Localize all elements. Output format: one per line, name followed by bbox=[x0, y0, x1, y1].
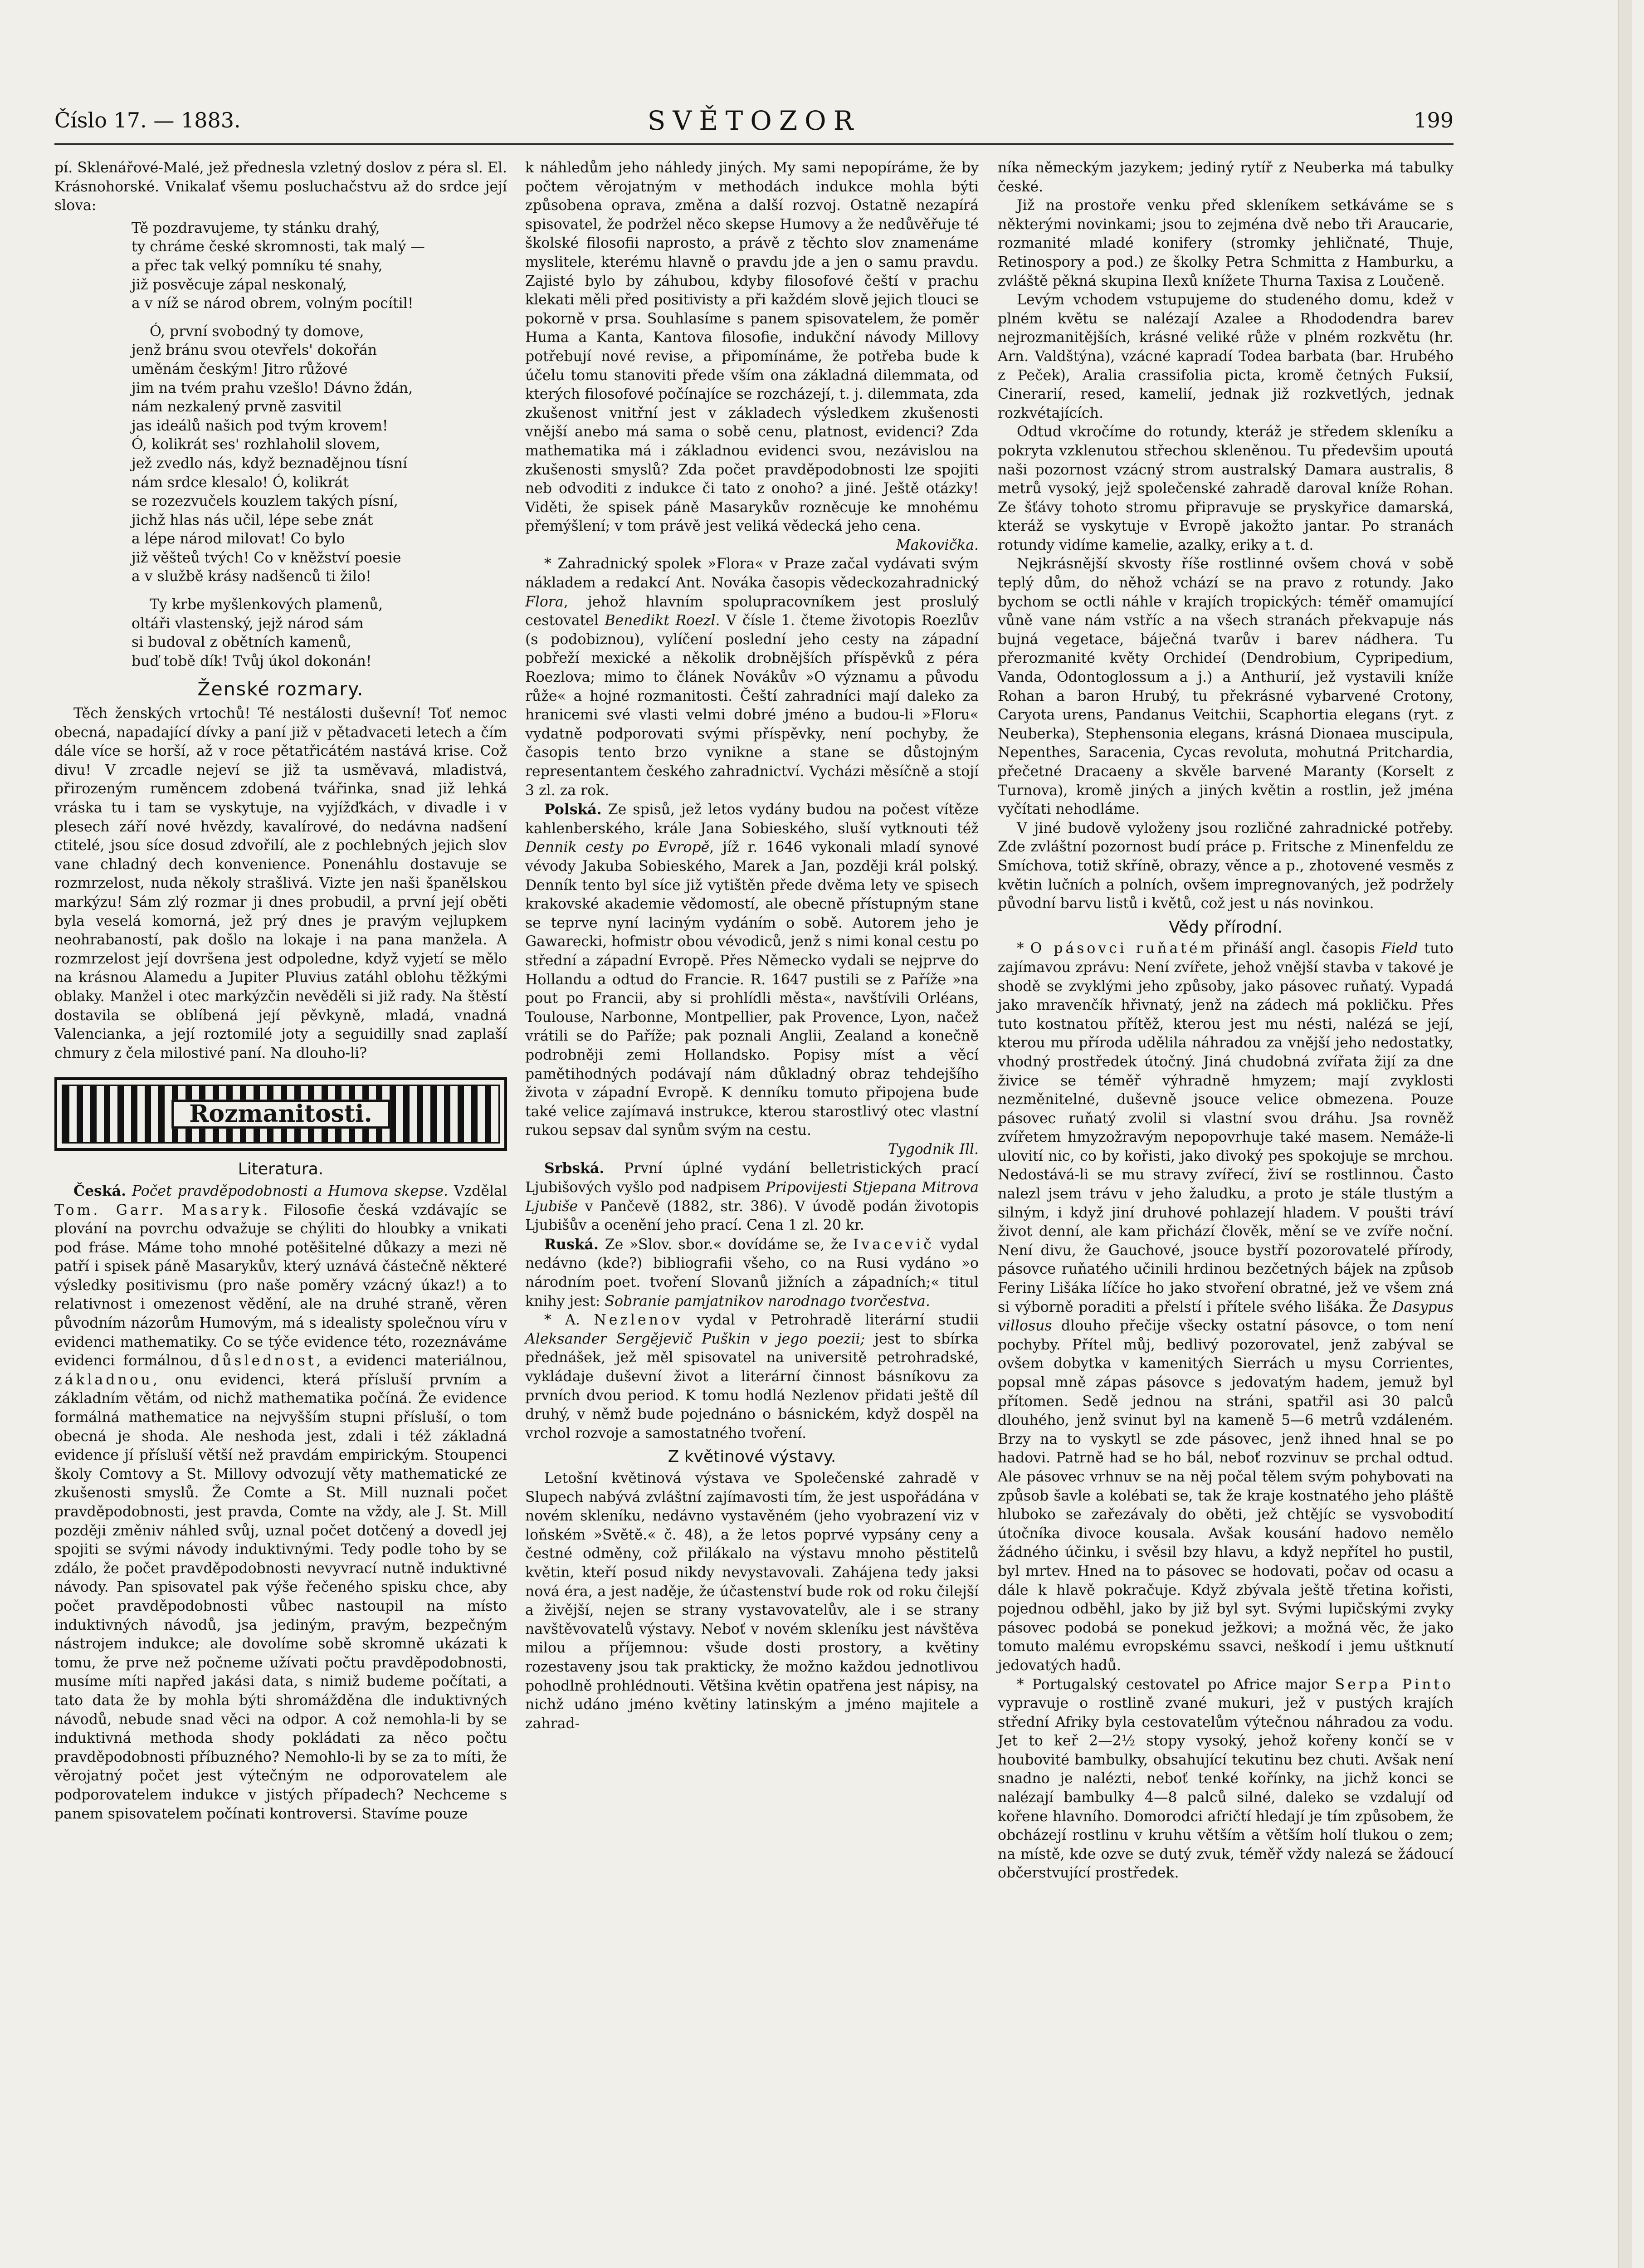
text-run: * bbox=[1017, 940, 1024, 957]
article-paragraph: Levým vchodem vstupujeme do studeného domu, kdež v plném květu se nalézají Azalee a Rhododendra barev nejrozmanitějších, krásné veliké růže v plném rozkvětu (hr. Arn. Valdštýna), vzácné kapradí Todea barbata (bar. Hrubého z Peček), Aralia crassifolia picta, kromě četných Fuksií, Cinerarií, resed, kamelií, jednak již rozkvetlých, jednak rozkvétajících. bbox=[998, 292, 1454, 421]
article-paragraph bbox=[525, 1311, 979, 1443]
poem-line: jichž hlas nás učil, lépe sebe znát bbox=[132, 512, 373, 528]
text-run: vydal v Petrohradě literární studii bbox=[697, 1312, 979, 1329]
text-run: * Portugalský cestovatel po Africe major bbox=[1017, 1676, 1327, 1693]
poem-line: nám srdce klesalo! Ó, kolikrát bbox=[132, 474, 349, 491]
column-1 bbox=[54, 159, 507, 1823]
book-title: Aleksander Sergějevič Puškin v jego poezii; bbox=[525, 1330, 865, 1347]
text-run: v Pančevě (1882, str. 386). V úvodě podán životopis Ljubišův a ocenění jeho prací. Cena 1 zl. 20 kr. bbox=[525, 1198, 979, 1234]
article-paragraph: k náhledům jeho náhledy jiných. My sami nepopíráme, že by počtem věrojatným v methodách indukce mohla býti způsobena oprava, změna a další rozvoj. Ostatně nezapírá spisovatel, že podržel něco skepse Humovy a že nedůvěřuje té školské filosofii naprosto, a právě z těchto slov znamenáme myslitele, kterému hlavně o pravdu jde a jen o samu pravdu. Zajisté bylo by záhubou, kdyby filosofové čeští v prachu klekati měli před positivisty a při každém slově jejich tlouci se pokorně v prsa. Souhlasíme s panem spisovatelem, že poměr Huma a Kanta, Kantova filosofie, indukční návody Millovy potřebují nové revise, a připomínáme, že potřeba bude k účelu tomu stanoviti přede vším ona základná dilemmata, od kterých filosofové počínajíce se rozcházejí, t. j. dilemmata, zda zkušenost vnitřní jest v základech výsledkem zkušenosti vnější anebo má sama o sobě cenu, platnost, evidenci? Zda mathematika má i základnou evidenci svou, nezávislou na zkušenosti smyslů? Zda počet pravděpodobnosti lze spojiti neb odvoditi z indukce či tato z onoho? a jiné. Ještě otázky! Viděti, že spisek páně Masarykův rozněcuje ke mnohému přemýšlení; v tom právě jest veliká vědecká jeho cena. bbox=[525, 160, 979, 535]
subsection-label: Polská. bbox=[544, 801, 602, 818]
page-edge bbox=[1618, 0, 1632, 2268]
text-run: tuto zajímavou zprávu: Není zvířete, jehož vnější stavba v takové je shodě se zvyklými jeho způsoby, jako pásovec ruňatý. Vypadá jako mravenčík hřivnatý, jenž na zádech má pokličku. Přes tuto kostnatou přítěž, kterou jest mu nésti, nalézá se její, kterou mu příroda udělila náhradou za vnější jeho nedostatky, vhodný prostředek útočný. Jiná chudobná zvířata žijí za dne živice se téměř výhradně hmyzem; mají zvyklosti nezměnitelné, duševně jsouce velice obmezena. Pouze pásovec ruňatý zvolil si vlastní svou dráhu. Jsa rovněž zvířetem hmyzožravým nepopovrhuje také masem. Nemáže-li ulovití nic, co by kořisti, jako divoký pes spokojuje se mrchou. Nedostává-li se mu stravy zvířecí, živí se rostlinnou. Často nalezl jsem trávu v jeho žaludku, a proto je stále tlustým a silným, i když jiní druhové pohlazejí hladem. V poušti tráví život denní, ale kam přichází člověk, mění se ve zvíře noční. Není divu, že Gauchové, jsouce bystří pozorovatelé přírody, pásovce ruňatého učinili hrdinou bezčetných bájek na způsob Feriny Lišáka líčíce ho jako stvoření obratné, jež ve všem zná si výborně poraditi a přelstí i přítele svého lišáka. Že bbox=[998, 940, 1454, 1315]
section-title-zenske-rozmary: Ženské rozmary. bbox=[197, 678, 364, 700]
text-run: V čísle 1. čteme životopis Roezlův (s podobiznou), vylíčení poslední jeho cesty na západní pobřeží mexické a několik drobnějších příspěvků z péra Roezlova; mimo to článek Novákův »O významu a původu růže« a hojné rozmanitosti. Čeští zahradníci mají daleko za hranicemi své vlasti velmi dobré jméno a budou-li »Floru« vydatně podporovati svými příspěvky, není pochyby, že časopis tento brzo vynikne a stane se důstojným representantem českého zahradnictví. Vycházi měsíčně a stojí 3 zl. za rok. bbox=[525, 612, 979, 799]
poem-stanza bbox=[54, 596, 507, 671]
journal-title: Flora bbox=[525, 593, 564, 610]
intro-paragraph: pí. Sklenářové-Malé, jež přednesla vzletný doslov z péra sl. El. Krásnohorské. Vnikalať všemu posluchačstvu až do srdce její slova: bbox=[54, 160, 507, 214]
article-paragraph: Těch ženských vrtochů! Té nestálosti duševní! Toť nemoc obecná, napadající dívky a paní již v pětadvaceti letech a čím dále více se horší, až v roce pětatřicátém nastává krise. Což divu! V zrcadle nejeví se již ta usměvavá, mladistvá, přirozeným ruměncem zdobená tvářinka, snad již lehká vráska tu i tam se vyskytuje, na vyjížďkách, v divadle i v plesech září nové hvězdy, kavalírové, do nedávna nadšení ctitelé, jsou síce dosud zdvořilí, ale z pochlebných jejich slov vane chladný dech konvenience. Ponenáhlu dostavuje se rozmrzelost, nuda několy strašlivá. Vizte jen naši španělskou markýzu! Sám zlý rozmar ji dnes probudil, a první její oběti byla veselá komorná, jež prý dnes je pravým vejlupkem neohrabaností, pak došlo na lokaje i na pana manžela. A rozmrzelost její dovršena jest odpoledne, když vyjetí se mělo na krásnou Alamedu a Jupiter Pluvius zatáhl oblohu těžkými oblaky. Manžel i otec markýzčin nevěděli si již rady. Na štěstí dostavila se oblíbená její pěvkyně, mladá, vnadná Valencianka, a její roztomilé joty a seguidilly snad zaplaší chmury z čela milostivé paní. Na dlouho-li? bbox=[54, 705, 507, 1061]
poem-stanza bbox=[54, 219, 507, 313]
signature: Makovička. bbox=[896, 537, 979, 553]
text-run: vypravuje o rostlině zvané mukuri, jež v pustých krajích střední Afriky byla cestovatelům výtečnou náhradou za vodu. Jet to keř 2—2½ stopy vysoký, jehož kořeny končí se v houbovité bambulky, obsahující tekutinu bez chuti. Avšak není snadno je nalézti, neboť tenké kořínky, na jichž konci se nalézají bambulky 4—8 palců silné, daleko se vzdalují od kořene hlavního. Domorodci afričtí hledají je tím způsobem, že obcházejí rostlinu v kruhu větším a větším holí tlukou o zem; na místě, kde ozve se dutý zvuk, téměř vždy nalezá se žádoucí občerstvující prostředek. bbox=[998, 1695, 1454, 1882]
emphasis-term: O pásovci ruňatém bbox=[1030, 940, 1217, 957]
poem-line: se rozezvučels kouzlem takých písní, bbox=[132, 493, 398, 510]
page-header bbox=[54, 105, 1454, 136]
poem-line: již věšteů tvých! Co v kněžství poesie bbox=[132, 549, 401, 566]
column-3 bbox=[998, 159, 1454, 1883]
article-paragraph: níka německým jazykem; jediný rytíř z Neuberka má tabulky české. bbox=[998, 160, 1454, 195]
text-run: , jehož hlavním spolupracovníkem jest proslulý cestovatel bbox=[525, 593, 979, 629]
poem-line: již posvěcuje zápal neskonalý, bbox=[132, 276, 347, 293]
book-title: Pripovijesti Stjepana Mitrova Ljubiše bbox=[525, 1179, 979, 1215]
section-title-literatura: Literatura. bbox=[238, 1160, 324, 1179]
text-run: * Zahradnický spolek »Flora« v Praze začal vydávati svým nákladem a redakcí Ant. Nováka časopis vědeckozahradnický bbox=[525, 556, 979, 591]
masthead-title: SVĚTOZOR bbox=[647, 105, 861, 136]
article-paragraph bbox=[998, 939, 1454, 1675]
poem-line: buď tobě dík! Tvůj úkol dokonán! bbox=[132, 653, 372, 670]
article-paragraph: Již na prostoře venku před skleníkem setkáváme se s některými novinkami; jsou to zejména dvě nebo tři Araucarie, rozmanité mladé konifery (stromky jehličnaté, Thuje, Retinospory a pod.) ze školky Petra Schmitta z Hamburku, a zvláště pěkná skupina Ilexů knížete Thurna Taxisa z Loučeně. bbox=[998, 197, 1454, 289]
text-run: Vzdělal bbox=[454, 1183, 507, 1199]
poem-line: a v službě krásy nadšenců ti žilo! bbox=[132, 568, 371, 585]
poem-line: nám nezkalený prvně zasvitil bbox=[132, 399, 342, 415]
poem-line: Tě pozdravujeme, ty stánku drahý, bbox=[132, 220, 380, 236]
issue-label: Číslo 17. — 1883. bbox=[54, 108, 241, 132]
poem-line: a lépe národ milovat! Co bylo bbox=[132, 531, 345, 547]
article-paragraph bbox=[525, 800, 979, 1140]
subsection-label: Česká. bbox=[73, 1182, 127, 1199]
poem-line: uměnám českým! Jitro růžové bbox=[132, 361, 348, 377]
book-title: Sobranie pamjatnikov narodnago tvorčestva. bbox=[605, 1293, 930, 1310]
text-run: , onu evidenci, která přísluší prvním a základním větám, od nichž mathematika počíná. Že evidence formálná mathematice na nejvyšším stupni přísluší, o tom obecná je shoda. Ale neshoda jest, zdali i též základná evidence jí přísluší větší než pravdám empirickým. Stoupenci školy Comtovy a St. Millovy odvozují věty mathematické ze zkušenosti smyslů. Že Comte a St. Mill nuznali počet pravděpodobnosti, jest pravda, Comte na vždy, ale J. St. Mill později změniv náhled svůj, uznal počet dotčený a dovedl jej spojiti se svými návody induktivnými. Tedy podle toho by se zdálo, že počet pravděpodobnosti nevyvrací nutně induktivné návody. Pan spisovatel pak výše řečeného spisku chce, aby počet pravděpodobnosti vůbec nastoupil na místo induktivných návodů, jsa jediným, pravým, bezpečným nástrojem indukce; ale dovolíme sobě skromně ukázati k tomu, že prve než počneme užívati počtu pravděpodobnosti, musíme míti napřed jakási data, s nimiž budeme počítati, a tato data že by mohla býti shromážděna dle induktivných návodů, nebude snad věci na odpor. A což nemohla-li by se induktivná methoda shody pokládati za něco počtu pravděpodobnosti příbuzného? Nemohlo-li by se za to míti, že věrojatný počet jest výtečným ne odporovatelem ale podporovatelem indukce v jistých případech? Nechceme s panem spisovatelem počínati kontroversi. Stavíme pouze bbox=[54, 1371, 507, 1822]
text-run: vydal nedávno (kde?) bibliografii všeho, co na Rusi vydáno »o národním poet. tvoření Slovanů jižních a západních;« titul knihy jest: bbox=[525, 1236, 979, 1310]
poem-line: oltáři vlastenský, jejž národ sám bbox=[132, 615, 364, 632]
subsection-label: Ruská. bbox=[544, 1236, 599, 1253]
article-paragraph bbox=[525, 555, 979, 800]
text-run: První úplné vydání belletristických prací Ljubišových vyšlo pod nadpisem bbox=[525, 1160, 979, 1196]
text-run: Ze spisů, jež letos vydány budou na počest vítěze kahlenberského, krále Jana Sobieského, sluší vytknouti též bbox=[525, 802, 979, 837]
column-2 bbox=[525, 159, 979, 1733]
book-title: Dennik cesty po Evropě bbox=[525, 839, 710, 856]
article-paragraph: Letošní květinová výstava ve Společenské zahradě v Slupech nabývá zvláštní zajímavosti tím, že jest uspořádána v novém skleníku, nedávno vystavěném (jeho vyobrazení viz v loňském »Světě.« č. 48), a že letos poprvé vypsány ceny a čestné odměny, což přilákalo na výstavu mnoho pěstitelů květin, kteří posud nikdy nevystavovali. Zahájena tedy jaksi nová éra, a jest naděje, že účastenství bude rok od roku čilejší a živější, nejen se strany vystavovatelův, ale i se strany navštěvovatelů výstavy. Neboť v novém skleníku jest návštěva milou a příjemnou: všude dosti prostory, a květiny rozestaveny jsou tak prakticky, že možno každou jednotlivou pohodlně prohlédnouti. Většina květin opatřena jest nápisy, na nichž udáno jméno květiny latinským a jméno majitele a zahrad- bbox=[525, 1470, 979, 1732]
text-run: , a evidenci materiálnou, bbox=[316, 1353, 507, 1369]
review-paragraph bbox=[54, 1182, 507, 1823]
banner-label: Rozmanitosti. bbox=[171, 1100, 390, 1129]
author-name: Tom. Garr. Masaryk. bbox=[54, 1202, 271, 1218]
poem-line: jas ideálů našich pod tvým krovem! bbox=[132, 417, 388, 434]
text-run: Filosofie česká vzdávajíc se plování na povrchu odvažuje se chýliti do hloubky a vnikati pod fráse. Máme toho mnohé potěšitelné důkazy a mezi ně patří i spisek páně Masarykův, který uznává částečně některé výsledky positivismu (pro naše poměry vzácný úkaz!) a to relativnost i omezenost vědění, ale na druhé straně, věren původním názorům Humovým, má s idealisty společnou víru v evidenci mathematiky. Co se týče evidence této, rozeznáváme evidenci formálnou, bbox=[54, 1202, 507, 1369]
subsection-label: Srbská. bbox=[544, 1160, 605, 1177]
text-run: jest to sbírka přednášek, jež měl spisovatel na universitě petrohradské, vykládaje duševní život a literární činnost básníkovu za prvních dvou period. K tomu hodlá Nezlenov přidati ještě díl druhý, v němž bude pojednáno o básnickém, když dospěl na vrchol rozvoje a samostatného tvoření. bbox=[525, 1330, 979, 1442]
poem-line: a v níž se národ obrem, volným pocítil! bbox=[132, 295, 414, 312]
poem-line: jenž bránu svou otevřels' dokořán bbox=[132, 342, 377, 359]
article-paragraph: Odtud vkročíme do rotundy, kteráž je středem skleníku a pokryta vzklenutou střechou skleněnou. Tu předevšim upoutá naši pozornost vzácný strom australský Damara australis, 8 metrů vysoký, jejž společenské zahradě daroval kníže Rohan. Ze šťávy tohoto stromu připravuje se pryskyřice damarská, kteráž se vyskytuje v Evropě jakožto jantar. Po stranách rotundy vidíme kamelie, azalky, eriky a t. d. bbox=[998, 424, 1454, 553]
journal-title: Field bbox=[1381, 940, 1418, 957]
poem-line: Ó, kolikrát ses' rozhlaholil slovem, bbox=[132, 436, 381, 453]
article-paragraph bbox=[525, 1159, 979, 1235]
text-run: * A. bbox=[544, 1312, 580, 1329]
article-paragraph: V jiné budově vyloženy jsou rozličné zahradnické potřeby. Zde zvláštní pozornost budí práce p. Fritsche z Minenfeldu ze Smíchova, totiž skříně, obrazy, věnce a p., zhotovené vesměs z květin lučních a polních, ovšem impregnovaných, jež podržely původní barvu listů i květů, což jest u nás novinkou. bbox=[998, 820, 1454, 912]
species-name: Dasypus villosus bbox=[998, 1299, 1454, 1334]
article-paragraph: Nejkrásnější skvosty říše rostlinné ovšem chová v sobě teplý dům, do něhož vchází se na pravo z rotundy. Jako bychom se octli náhle v krajích tropických: téměř omamující vůně vane nám vstříc a na všech stranách překvapuje nás bujná vegetace, báječná tvarův i barev nádhera. Tu přerozmanité květy Orchideí (Dendrobium, Cypripedium, Vanda, Odontoglossum a j.) a Anthurií, jež vystavili kníže Rohan a baron Hrubý, tu překrásné vybarvené Crotony, Caryota urens, Pandanus Veitchii, Scaphortia elegans (ryt. z Neuberka), Stephensonia elegans, krásná Dionaea muscipula, Nepenthes, Saracenia, Cycas revoluta, mohutná Pritchardia, přečetné Dracaeny a skvěle barvené Maranty (Korselt z Turnova), kromě jiných a jiných květin a rostlin, jež jména vyčítati nehodláme. bbox=[998, 556, 1454, 818]
poem-line: a přec tak velký pomníku té snahy, bbox=[132, 257, 383, 274]
article-paragraph bbox=[525, 1235, 979, 1311]
person-name: Serpa Pinto bbox=[1335, 1676, 1454, 1693]
poem bbox=[54, 219, 507, 671]
page-number: 199 bbox=[1414, 108, 1454, 132]
book-title: Počet pravděpodobnosti a Humova skepse. bbox=[132, 1183, 449, 1199]
section-title-vedy-prirodni: Vědy přírodní. bbox=[1169, 918, 1283, 937]
emphasis-term: základnou bbox=[54, 1371, 153, 1388]
rozmanitosti-banner bbox=[54, 1077, 507, 1151]
header-rule bbox=[54, 143, 1454, 145]
text-run: , jíž r. 1646 vykonali mladí synové vévody Jakuba Sobieského, Marek a Jan, později král polský. Denník tento byl síce již vytištěn přede dvěma lety ve spisech krakovské akademie vědomostí, ale obecně přístupným stane se teprve nyní laciným vydáním o sobě. Autorem jeho je Gawarecki, hofmistr obou vévodiců, jenž s nimi konal cestu po střední a západní Evropě. Přes Německo vydali se nejprve do Hollandu a odtud do Francie. R. 1647 pustili se z Paříže »na pout po Francii, aby si prohlídli města«, navštívili Orléans, Toulouse, Narbonne, Montpellier, pak Provence, Lyon, načež vrátili se do Paříže; pak poznali Anglii, Zealand a konečně podrobněji zemi Hollandsko. Popisy míst a věcí pamětihodných podávají nám důkladný obraz tehdejšího života v západní Evropě. K denníku tomuto připojena bude také velice zajímavá instrukce, kterou starostlivý otec vlastní rukou sepsav dal synům svým na cestu. bbox=[525, 839, 979, 1139]
poem-line: Ó, první svobodný ty domove, bbox=[150, 323, 364, 340]
section-title-kvetinova-vystava: Z květinové výstavy. bbox=[668, 1447, 836, 1466]
poem-line: jim na tvém prahu vzešlo! Dávno ždán, bbox=[132, 380, 413, 396]
article-paragraph bbox=[998, 1676, 1454, 1883]
poem-line: ty chráme české skromnosti, tak malý — bbox=[132, 239, 425, 255]
poem-line: Ty krbe myšlenkových plamenů, bbox=[150, 596, 383, 613]
person-name: Ivacevič bbox=[853, 1236, 934, 1253]
text-run: dlouho přečije všecky ostatní pásovce, o tom není pochyby. Přítel můj, bedlivý pozorovatel, jenž zabýval se ovšem dobytka v kamenitých Sierrách u mysu Corrientes, popsal mně zápas pásovce s jedovatým hadem, jemuž byl přítomen. Sedě jednou na stráni, spatřil asi 30 palců dlouhého, jenž svinut byl na kameně 5—6 metrů vzdáleném. Brzy na to vyskytl se zde pásovec, jenž ihned hnal se po hadovi. Patrně had se ho bál, neboť rozvinuv se prchal odtud. Ale pásovec vrhnuv se na něj počal tělem svým pohybovati na způsob šavle a kolébati se, tak že kraje kostnatého jeho pláště hluboko se zařezávaly do oběti, jež chtějíc se vysvobodití útočníka divoce kousala. Avšak kousání hadovo nemělo žádného účinku, i svěsil bzy hlavu, a když nepřítel ho pustil, byl mrtev. Hned na to pásovec se hodovati, počav od ocasu a dále k hlavě pokračuje. Když zbývala ještě třetina kořisti, pojednou odběhl, jako by již byl syt. Svými lupičskými zvyky pásovec podobá se ponekud ježkovi; a možná věc, že jako tomuto malému evropskému ssavci, neškodí i jemu uštknutí jedovatých hadů. bbox=[998, 1318, 1454, 1674]
poem-line: si budoval z obětních kamenů, bbox=[132, 634, 351, 651]
emphasis-term: důslednost bbox=[210, 1353, 317, 1369]
person-name: Nezlenov bbox=[594, 1312, 683, 1329]
poem-line: jež zvedlo nás, když beznadějnou tísní bbox=[132, 455, 408, 472]
text-run: Ze »Slov. sbor.« dovídáme se, že bbox=[605, 1236, 847, 1253]
poem-stanza bbox=[54, 323, 507, 587]
signature: Tygodnik Ill. bbox=[888, 1141, 979, 1158]
text-run: přináší angl. časopis bbox=[1223, 940, 1375, 957]
person-name: Benedikt Roezl. bbox=[605, 612, 720, 629]
